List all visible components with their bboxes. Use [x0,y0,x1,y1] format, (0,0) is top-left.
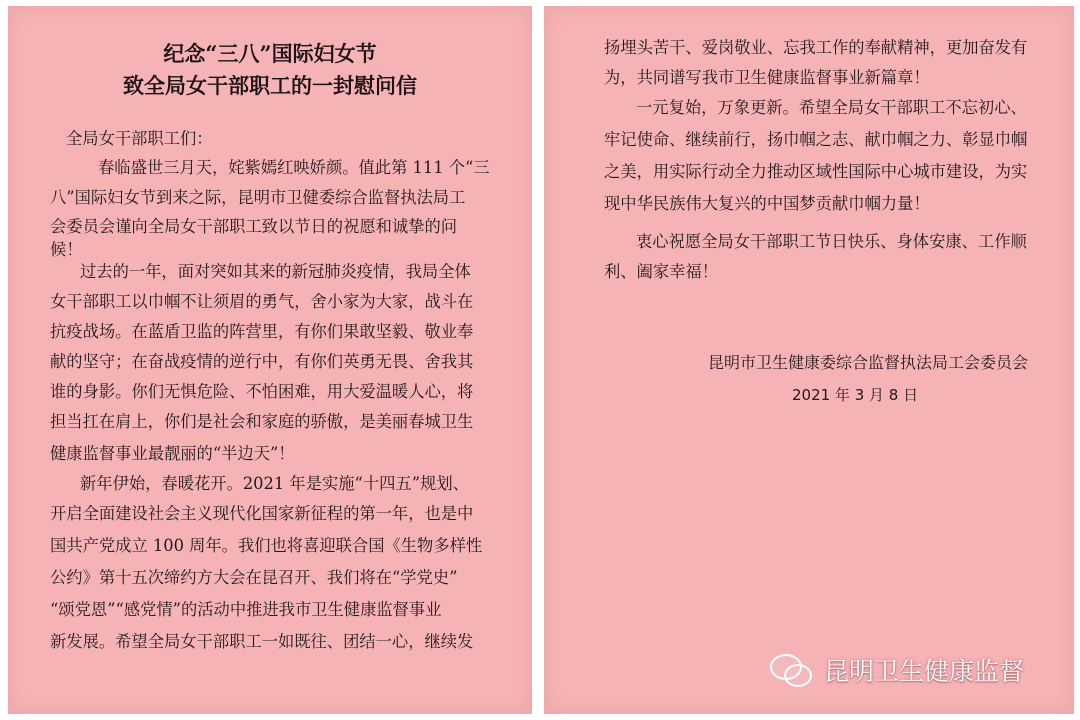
letter-line: 新年伊始，春暖花开。2021 年是实施“十四五”规划、 [80,474,469,493]
letter-line: 春临盛世三月天，姹紫嫣红映娇颜。值此第 111 个“三 [98,158,490,177]
letter-line: 女干部职工以巾帼不让须眉的勇气，舍小家为大家，战斗在 [50,292,474,311]
letter-line: 国共产党成立 100 周年。我们也将喜迎联合国《生物多样性 [50,536,483,555]
letter-line: 八”国际妇女节到来之际，昆明市卫健委综合监督执法局工 [50,188,466,207]
signature-organization: 昆明市卫生健康委综合监督执法局工会委员会 [707,353,1028,372]
letter-line: 牢记使命、继续前行，扬巾帼之志、献巾帼之力、彰显巾帼 [604,130,1028,149]
letter-line: 谁的身影。你们无惧危险、不怕困难，用大爱温暖人心，将 [50,382,474,401]
letter-line: 为，共同谱写我市卫生健康监督事业新篇章！ [604,68,930,87]
letter-line: 扬埋头苦干、爱岗敬业、忘我工作的奉献精神，更加奋发有 [604,38,1028,57]
letter-line: 之美，用实际行动全力推动区域性国际中心城市建设，为实 [604,162,1028,181]
letter-page-right [544,6,1074,714]
letter-line: 公约》第十五次缔约方大会在昆召开、我们将在“学党史” [50,568,458,587]
letter-line: 抗疫战场。在蓝盾卫监的阵营里，有你们果敢坚毅、敬业奉 [50,322,474,341]
signature-date: 2021 年 3 月 8 日 [792,386,919,404]
letter-line: 开启全面建设社会主义现代化国家新征程的第一年，也是中 [50,504,474,523]
letter-title-line2: 致全局女干部职工的一封慰问信 [123,73,417,98]
letter-line: 献的坚守；在奋战疫情的逆行中，有你们英勇无畏、舍我其 [50,352,474,371]
letter-line: “颂党恩”“感党情”的活动中推进我市卫生健康监督事业 [50,600,442,619]
letter-line: 健康监督事业最靓丽的“半边天”！ [50,444,295,463]
letter-line: 衷心祝愿全局女干部职工节日快乐、身体安康、工作顺 [636,232,1027,251]
letter-title-line1: 纪念“三八”国际妇女节 [163,41,377,66]
letter-line: 利、阖家幸福！ [604,262,718,281]
letter-line: 一元复始，万象更新。希望全局女干部职工不忘初心、 [636,98,1027,117]
letter-page-left [8,6,532,714]
letter-line: 担当扛在肩上，你们是社会和家庭的骄傲，是美丽春城卫生 [50,412,474,431]
letter-line: 会委员会谨向全局女干部职工致以节日的祝愿和诚挚的问 [50,217,458,236]
letter-line: 新发展。希望全局女干部职工一如既往、团结一心，继续发 [50,632,474,651]
letter-line: 候！ [50,240,83,259]
account-watermark [768,650,1024,690]
letter-line: 过去的一年，面对突如其来的新冠肺炎疫情，我局全体 [80,262,471,281]
salutation: 全局女干部职工们： [66,129,213,148]
letter-line: 现中华民族伟大复兴的中国梦贡献巾帼力量！ [604,194,930,213]
wechat-icon [768,650,814,690]
watermark-text: 昆明卫生健康监督 [824,657,1025,686]
